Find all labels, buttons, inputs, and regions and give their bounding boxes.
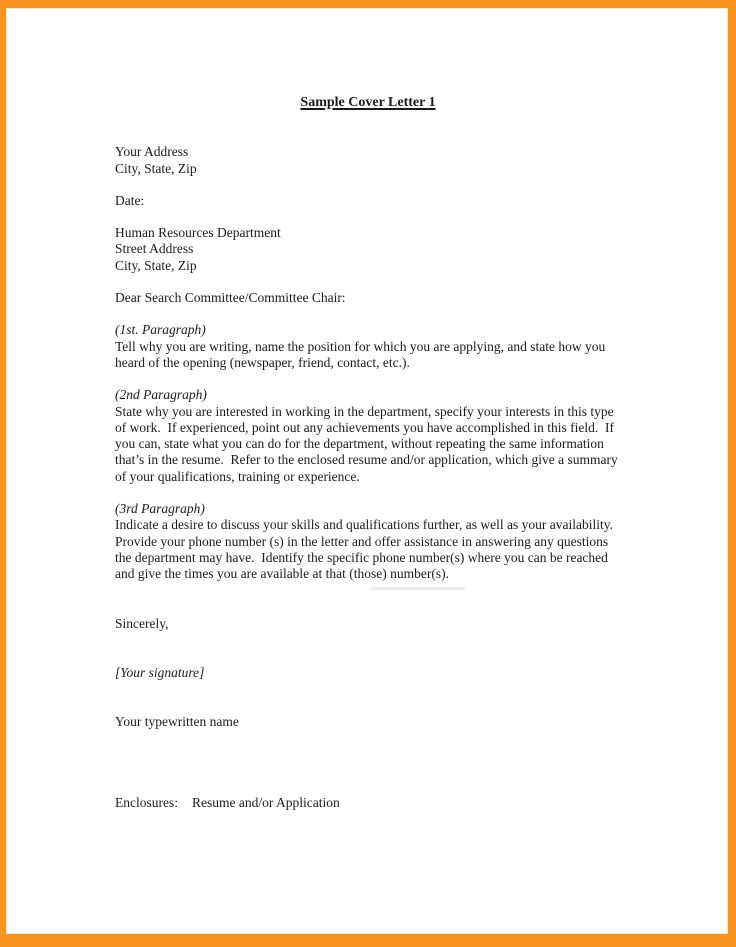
paragraph-3	[115, 501, 621, 582]
enclosures-value: Resume and/or Application	[192, 795, 340, 811]
paragraph-3-label: (3rd Paragraph)	[115, 501, 205, 517]
sender-address-line: Your Address	[115, 144, 189, 160]
date-block	[115, 193, 621, 209]
sender-address-block	[115, 144, 621, 177]
signature-placeholder: [Your signature]	[115, 664, 205, 680]
letter-content	[115, 95, 621, 812]
paragraph-1-body: Tell why you are writing, name the position for which you are applying, and state how you heard of the opening (newspaper, friend, contact, etc.).	[115, 338, 609, 370]
paragraph-2-body: State why you are interested in working in the department, specify your interests in this type of work. If experienced, point out any achievements you have accomplished in this field. If you can, state what you can do for the department, without repeating the same information that’s in the resume. Refer to the enclosed resume and/or application, which give a summary of your qualifications, training or experience.	[115, 403, 622, 484]
typed-name-block	[115, 714, 621, 730]
sender-city-state-zip: City, State, Zip	[115, 160, 197, 176]
salutation	[115, 290, 621, 306]
recipient-street: Street Address	[115, 241, 194, 257]
letter-title: Sample Cover Letter 1	[300, 95, 436, 110]
salutation-text: Dear Search Committee/Committee Chair:	[115, 290, 346, 306]
paragraph-1	[115, 322, 621, 371]
closing-block	[115, 616, 621, 632]
enclosures-block	[115, 795, 621, 811]
signature-block	[115, 665, 621, 681]
paragraph-2	[115, 387, 621, 485]
enclosures-label: Enclosures:	[115, 795, 178, 811]
closing-text: Sincerely,	[115, 615, 169, 631]
typed-name: Your typewritten name	[115, 714, 239, 730]
recipient-department: Human Resources Department	[115, 225, 281, 241]
letter-page	[6, 8, 728, 934]
recipient-city-state-zip: City, State, Zip	[115, 257, 197, 273]
date-label: Date:	[115, 192, 145, 208]
paragraph-3-body: Indicate a desire to discuss your skills and qualifications further, as well as your availability. Provide your phone number (s) in the letter and offer assistance in answering any questions the department may have. Identify the specific phone number(s) where you can be reached and give the times you are available at that (those) number(s).	[115, 517, 620, 582]
recipient-address-block	[115, 225, 621, 274]
paragraph-2-label: (2nd Paragraph)	[115, 387, 207, 403]
paragraph-1-label: (1st. Paragraph)	[115, 322, 206, 338]
